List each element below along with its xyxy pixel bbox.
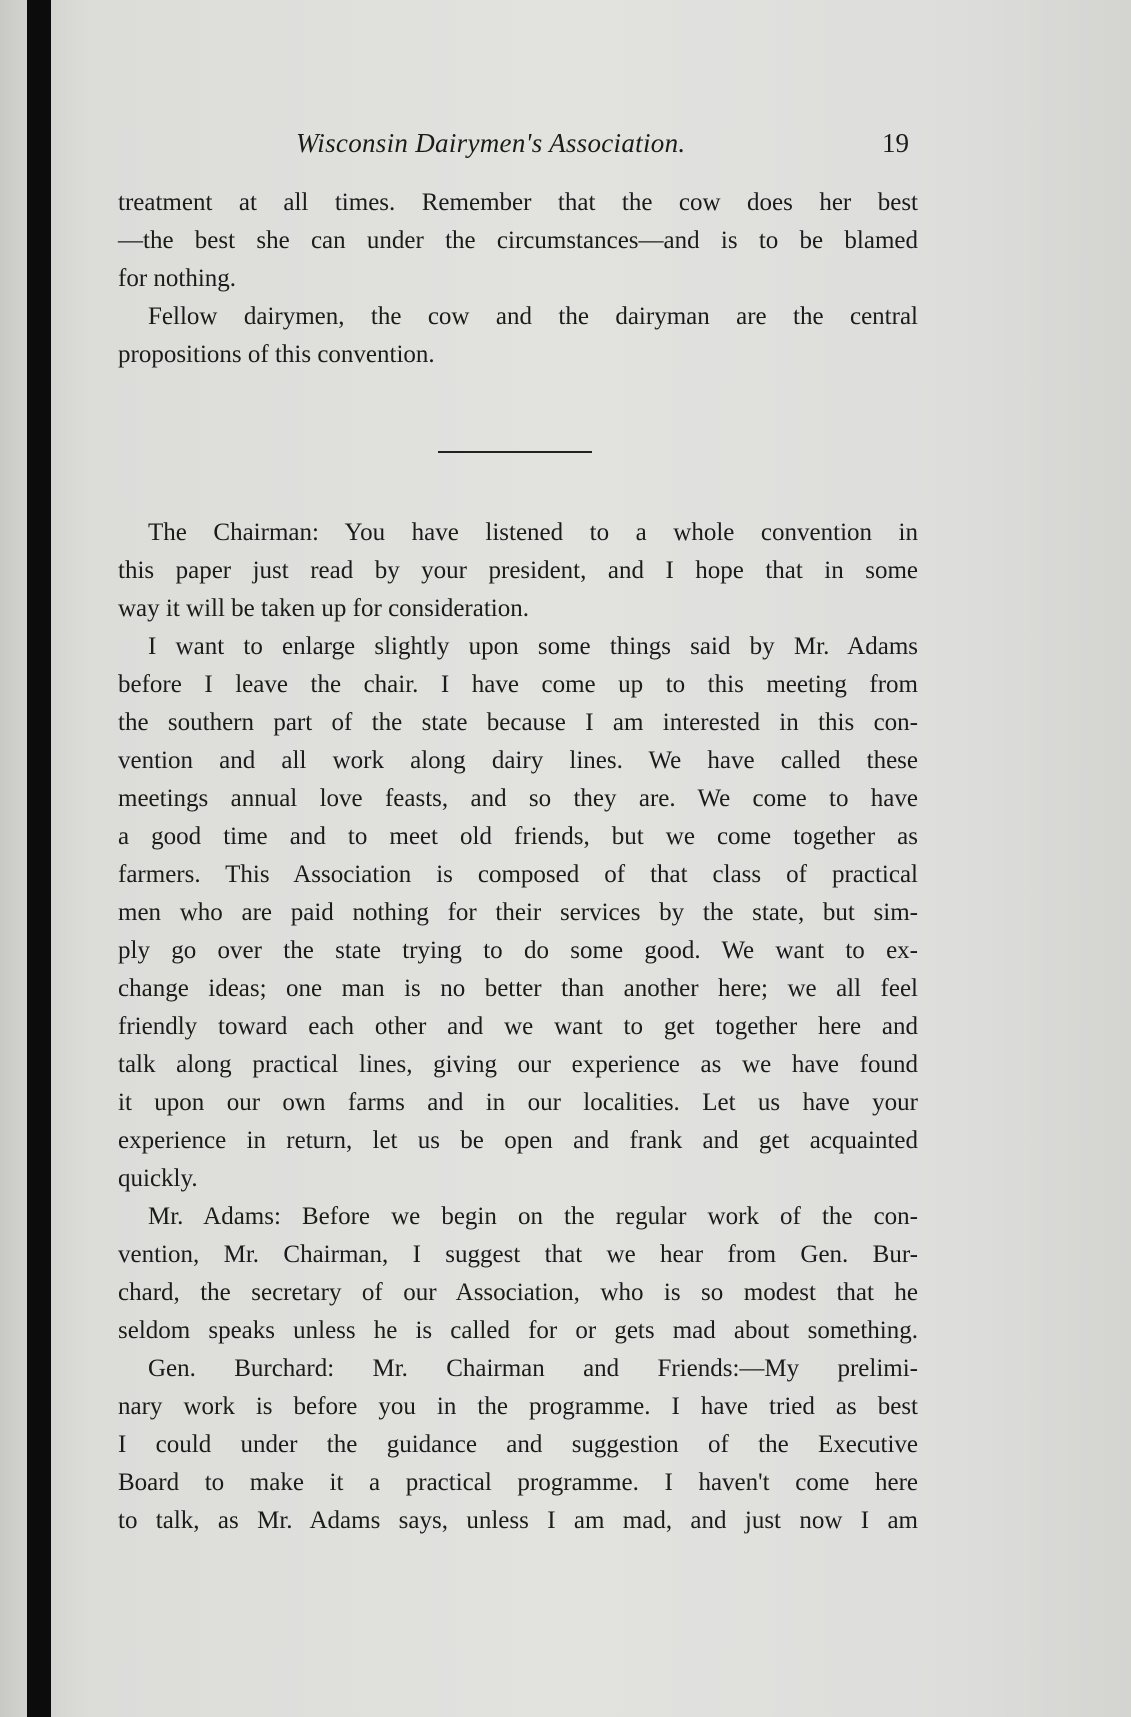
page-left-margin <box>0 0 26 1717</box>
text-line: Gen. Burchard: Mr. Chairman and Friends:—My prelimi- <box>148 1355 918 1382</box>
text-line: a good time and to meet old friends, but we come together as <box>118 823 918 850</box>
text-line: vention, Mr. Chairman, I suggest that we hear from Gen. Bur- <box>118 1241 918 1268</box>
text-line: change ideas; one man is no better than another here; we all feel <box>118 975 918 1002</box>
text-line: it upon our own farms and in our localities. Let us have your <box>118 1089 918 1116</box>
running-title: Wisconsin Dairymen's Association. <box>296 128 686 158</box>
text-line: this paper just read by your president, and I hope that in some <box>118 557 918 584</box>
page-number: 19 <box>882 128 909 158</box>
text-line: men who are paid nothing for their services by the state, but sim- <box>118 899 918 926</box>
text-line: talk along practical lines, giving our experience as we have found <box>118 1051 918 1078</box>
text-line: friendly toward each other and we want to get together here and <box>118 1013 918 1040</box>
text-line: propositions of this convention. <box>118 341 435 368</box>
text-line: experience in return, let us be open and frank and get acquainted <box>118 1127 918 1154</box>
text-line: the southern part of the state because I am interested in this con- <box>118 709 918 736</box>
text-line: farmers. This Association is composed of that class of practical <box>118 861 918 888</box>
text-line: before I leave the chair. I have come up to this meeting from <box>118 671 918 698</box>
text-line: meetings annual love feasts, and so they are. We come to have <box>118 785 918 812</box>
text-line: Board to make it a practical programme. I haven't come here <box>118 1469 918 1496</box>
text-line: ply go over the state trying to do some good. We want to ex- <box>118 937 918 964</box>
text-line: I want to enlarge slightly upon some things said by Mr. Adams <box>148 633 918 660</box>
text-line: nary work is before you in the programme. I have tried as best <box>118 1393 918 1420</box>
text-line: Mr. Adams: Before we begin on the regular work of the con- <box>148 1203 918 1230</box>
text-line: I could under the guidance and suggestion of the Executive <box>118 1431 918 1458</box>
text-line: Fellow dairymen, the cow and the dairyman are the central <box>148 303 918 330</box>
text-line: The Chairman: You have listened to a whole convention in <box>148 519 918 546</box>
text-line: seldom speaks unless he is called for or gets mad about something. <box>118 1317 918 1344</box>
text-section-1 <box>118 184 918 374</box>
section-divider <box>438 451 592 453</box>
text-line: treatment at all times. Remember that the cow does her best <box>118 189 918 216</box>
book-spine-shadow <box>27 0 51 1717</box>
text-line: quickly. <box>118 1165 198 1192</box>
text-line: chard, the secretary of our Association, who is so modest that he <box>118 1279 918 1306</box>
text-line: vention and all work along dairy lines. We have called these <box>118 747 918 774</box>
text-line: to talk, as Mr. Adams says, unless I am mad, and just now I am <box>118 1507 918 1534</box>
text-section-2 <box>118 514 918 1540</box>
text-line: way it will be taken up for consideration. <box>118 595 529 622</box>
running-header <box>296 128 916 168</box>
text-line: —the best she can under the circumstances—and is to be blamed <box>118 227 918 254</box>
text-line: for nothing. <box>118 265 237 292</box>
